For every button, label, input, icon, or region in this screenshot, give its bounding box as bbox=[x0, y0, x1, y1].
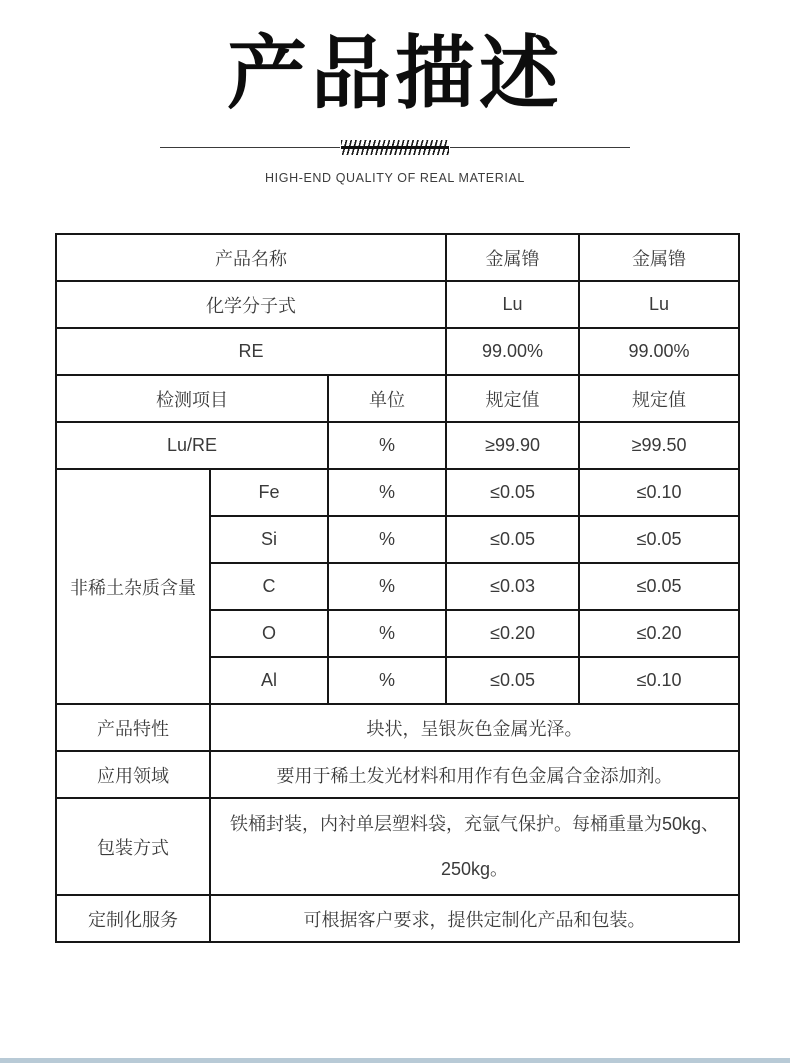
table-row-packaging bbox=[56, 798, 739, 895]
impurity-unit-c: % bbox=[328, 563, 446, 610]
application-content: 要用于稀土发光材料和用作有色金属合金添加剂。 bbox=[210, 751, 739, 798]
purity-value-2: ≥99.50 bbox=[579, 422, 739, 469]
purity-value-1: ≥99.90 bbox=[446, 422, 579, 469]
impurity-value2-o: ≤0.20 bbox=[579, 610, 739, 657]
product-spec-table bbox=[55, 233, 740, 943]
customization-label: 定制化服务 bbox=[56, 895, 210, 942]
impurity-element-o: O bbox=[210, 610, 328, 657]
divider-line-right bbox=[450, 147, 630, 148]
table-row-chemical-formula bbox=[56, 281, 739, 328]
impurity-value1-fe: ≤0.05 bbox=[446, 469, 579, 516]
impurity-value1-si: ≤0.05 bbox=[446, 516, 579, 563]
impurity-value2-si: ≤0.05 bbox=[579, 516, 739, 563]
product-name-value-2: 金属镥 bbox=[579, 234, 739, 281]
impurity-element-fe: Fe bbox=[210, 469, 328, 516]
table-row-header bbox=[56, 375, 739, 422]
chemical-formula-value-2: Lu bbox=[579, 281, 739, 328]
impurity-element-al: Al bbox=[210, 657, 328, 704]
spec-value-header-1: 规定值 bbox=[446, 375, 579, 422]
table-row-re bbox=[56, 328, 739, 375]
chemical-formula-value-1: Lu bbox=[446, 281, 579, 328]
impurity-unit-o: % bbox=[328, 610, 446, 657]
impurity-unit-si: % bbox=[328, 516, 446, 563]
re-value-2: 99.00% bbox=[579, 328, 739, 375]
page-title: 产品描述 bbox=[227, 29, 563, 118]
divider-hatch-decoration bbox=[341, 140, 449, 155]
product-feature-content: 块状，呈银灰色金属光泽。 bbox=[210, 704, 739, 751]
impurity-unit-al: % bbox=[328, 657, 446, 704]
unit-header: 单位 bbox=[328, 375, 446, 422]
table-row-customization bbox=[56, 895, 739, 942]
impurity-element-c: C bbox=[210, 563, 328, 610]
packaging-label: 包装方式 bbox=[56, 798, 210, 895]
re-value-1: 99.00% bbox=[446, 328, 579, 375]
impurity-value2-fe: ≤0.10 bbox=[579, 469, 739, 516]
impurity-unit-fe: % bbox=[328, 469, 446, 516]
impurity-value2-al: ≤0.10 bbox=[579, 657, 739, 704]
table-row-impurity-fe bbox=[56, 469, 739, 516]
divider-line-left bbox=[160, 147, 340, 148]
impurity-value2-c: ≤0.05 bbox=[579, 563, 739, 610]
bottom-accent-bar bbox=[0, 1058, 790, 1063]
impurity-value1-c: ≤0.03 bbox=[446, 563, 579, 610]
purity-unit: % bbox=[328, 422, 446, 469]
table-row-product-feature bbox=[56, 704, 739, 751]
table-row-application bbox=[56, 751, 739, 798]
impurity-element-si: Si bbox=[210, 516, 328, 563]
impurity-value1-o: ≤0.20 bbox=[446, 610, 579, 657]
application-label: 应用领域 bbox=[56, 751, 210, 798]
product-name-value-1: 金属镥 bbox=[446, 234, 579, 281]
re-label: RE bbox=[56, 328, 446, 375]
chemical-formula-label: 化学分子式 bbox=[56, 281, 446, 328]
page-subtitle: HIGH-END QUALITY OF REAL MATERIAL bbox=[265, 171, 525, 185]
impurity-group-label: 非稀土杂质含量 bbox=[56, 469, 210, 704]
purity-label: Lu/RE bbox=[56, 422, 328, 469]
spec-value-header-2: 规定值 bbox=[579, 375, 739, 422]
product-feature-label: 产品特性 bbox=[56, 704, 210, 751]
title-divider bbox=[160, 140, 630, 155]
table-row-purity bbox=[56, 422, 739, 469]
impurity-value1-al: ≤0.05 bbox=[446, 657, 579, 704]
customization-content: 可根据客户要求，提供定制化产品和包装。 bbox=[210, 895, 739, 942]
product-name-label: 产品名称 bbox=[56, 234, 446, 281]
test-item-header: 检测项目 bbox=[56, 375, 328, 422]
packaging-content: 铁桶封装，内衬单层塑料袋，充氩气保护。每桶重量为50kg、250kg。 bbox=[210, 798, 739, 895]
table-row-product-name bbox=[56, 234, 739, 281]
